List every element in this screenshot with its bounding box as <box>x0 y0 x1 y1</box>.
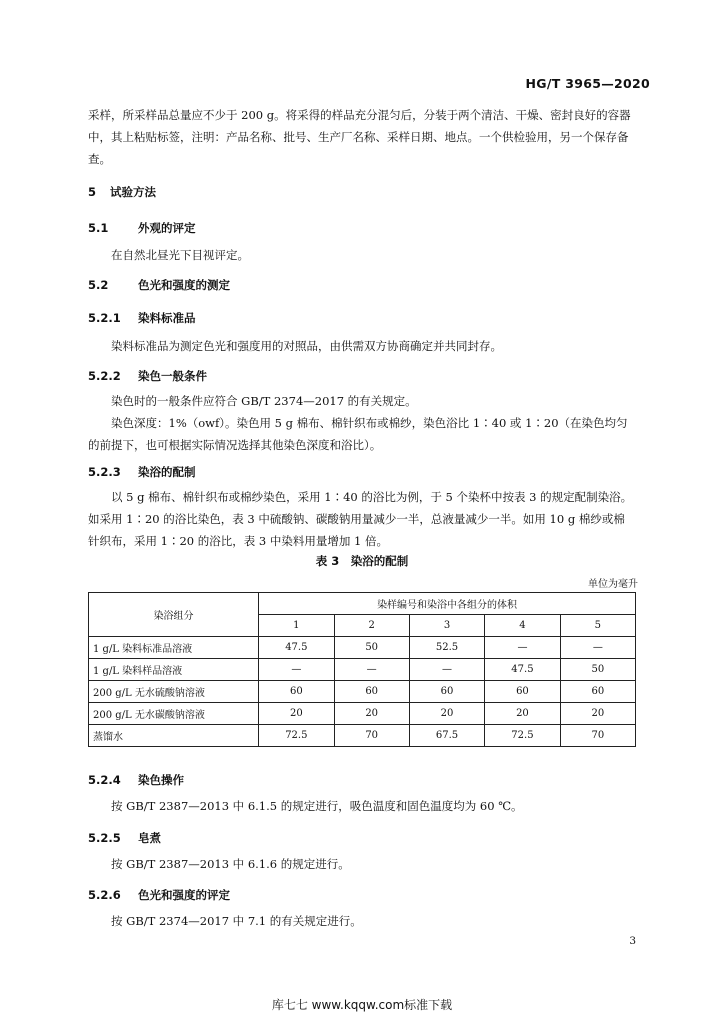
sample-number: 1 <box>259 615 334 637</box>
section-number: 5.2.4 <box>88 773 121 787</box>
sample-number: 3 <box>409 615 484 637</box>
table-row <box>89 659 636 681</box>
table-row <box>89 703 636 725</box>
section-number: 5.2.2 <box>88 369 121 383</box>
cell-value: 20 <box>259 703 334 725</box>
section-title: 染色操作 <box>138 773 184 787</box>
cell-value: 20 <box>334 703 409 725</box>
cell-value: 50 <box>334 637 409 659</box>
column-header-component: 染浴组分 <box>89 593 259 637</box>
cell-value: — <box>560 637 635 659</box>
table-row <box>89 637 636 659</box>
sample-number: 5 <box>560 615 635 637</box>
section-5-2-4-heading <box>88 772 184 788</box>
cell-value: 67.5 <box>409 725 484 747</box>
cell-value: 20 <box>409 703 484 725</box>
table-3 <box>88 592 636 747</box>
cell-value: 52.5 <box>409 637 484 659</box>
section-title: 染浴的配制 <box>138 465 196 479</box>
table-header-row <box>89 593 636 615</box>
row-label: 200 g/L 无水碳酸钠溶液 <box>89 703 259 725</box>
cell-value: 47.5 <box>485 659 560 681</box>
section-5-2-1-text: 染料标准品为测定色光和强度用的对照品，由供需双方协商确定并共同封存。 <box>111 339 502 353</box>
intro-paragraph: 采样，所采样品总量应不少于 200 g。将采得的样品充分混匀后，分装于两个清洁、干燥、密封良好的容器中，其上粘贴标签，注明：产品名称、批号、生产厂名称、采样日期、地点。一个供检验用，另一个保存备查。 <box>88 108 631 166</box>
section-5-2-4-text: 按 GB/T 2387—2013 中 6.1.5 的规定进行，吸色温度和固色温度均为 60 ℃。 <box>111 799 523 813</box>
section-title: 外观的评定 <box>138 221 196 235</box>
section-5-1-text: 在自然北昼光下目视评定。 <box>111 248 249 262</box>
section-number: 5.2.1 <box>88 311 121 325</box>
sample-number: 4 <box>485 615 560 637</box>
cell-value: — <box>259 659 334 681</box>
cell-value: — <box>409 659 484 681</box>
section-number: 5.2.3 <box>88 465 121 479</box>
section-5-heading <box>88 184 156 200</box>
section-5-2-heading <box>88 277 230 293</box>
cell-value: 70 <box>334 725 409 747</box>
cell-value: 47.5 <box>259 637 334 659</box>
section-number: 5.2.5 <box>88 831 121 845</box>
section-5-2-3-text: 以 5 g 棉布、棉针织布或棉纱染色，采用 1∶40 的浴比为例，于 5 个染杯中按表 3 的规定配制染浴。如采用 1∶20 的浴比染色，表 3 中硫酸钠、碳酸钠用量减少一半，总液量减少一半。如用 10 g 棉纱或棉针织布，采用 1∶20 的浴比，表 3 中染料用量增加 1 倍。 <box>88 490 633 548</box>
section-title: 染料标准品 <box>138 311 196 325</box>
cell-value: 72.5 <box>259 725 334 747</box>
section-title: 色光和强度的测定 <box>138 278 230 292</box>
section-5-1-heading <box>88 220 196 236</box>
page-number: 3 <box>629 935 636 947</box>
cell-value: 50 <box>560 659 635 681</box>
section-5-2-1-heading <box>88 310 196 326</box>
section-5-2-6-text: 按 GB/T 2374—2017 中 7.1 的有关规定进行。 <box>111 914 362 928</box>
cell-value: — <box>485 637 560 659</box>
section-title: 色光和强度的评定 <box>138 888 230 902</box>
section-title: 皂煮 <box>138 831 161 845</box>
section-number: 5 <box>88 185 97 199</box>
row-label: 1 g/L 染料标准品溶液 <box>89 637 259 659</box>
sample-number: 2 <box>334 615 409 637</box>
cell-value: 20 <box>485 703 560 725</box>
table-row <box>89 725 636 747</box>
table-3-title: 表 3 染浴的配制 <box>315 554 409 568</box>
section-5-2-6-heading <box>88 887 230 903</box>
cell-value: 60 <box>409 681 484 703</box>
section-5-2-3-heading <box>88 464 196 480</box>
column-header-group: 染样编号和染浴中各组分的体积 <box>259 593 636 615</box>
section-number: 5.1 <box>88 221 109 235</box>
section-5-2-2-heading <box>88 368 207 384</box>
section-title: 试验方法 <box>110 185 156 199</box>
table-row <box>89 681 636 703</box>
document-code: HG/T 3965—2020 <box>525 76 650 91</box>
cell-value: 70 <box>560 725 635 747</box>
section-5-2-5-text: 按 GB/T 2387—2013 中 6.1.6 的规定进行。 <box>111 857 350 871</box>
cell-value: 60 <box>485 681 560 703</box>
section-5-2-2-text-1: 染色时的一般条件应符合 GB/T 2374—2017 的有关规定。 <box>111 394 417 408</box>
row-label: 蒸馏水 <box>89 725 259 747</box>
cell-value: — <box>334 659 409 681</box>
table-3-unit: 单位为毫升 <box>588 579 638 590</box>
cell-value: 20 <box>560 703 635 725</box>
section-5-2-5-heading <box>88 830 161 846</box>
footer-watermark: 库七七 www.kqqw.com标准下载 <box>271 998 453 1012</box>
cell-value: 60 <box>334 681 409 703</box>
cell-value: 60 <box>259 681 334 703</box>
section-title: 染色一般条件 <box>138 369 207 383</box>
section-5-2-2-text-2: 染色深度：1%（owf）。染色用 5 g 棉布、棉针织布或棉纱，染色浴比 1∶40 或 1∶20（在染色均匀的前提下，也可根据实际情况选择其他染色深度和浴比）。 <box>88 416 628 452</box>
cell-value: 60 <box>560 681 635 703</box>
section-number: 5.2 <box>88 278 109 292</box>
row-label: 200 g/L 无水硫酸钠溶液 <box>89 681 259 703</box>
cell-value: 72.5 <box>485 725 560 747</box>
row-label: 1 g/L 染料样品溶液 <box>89 659 259 681</box>
section-number: 5.2.6 <box>88 888 121 902</box>
